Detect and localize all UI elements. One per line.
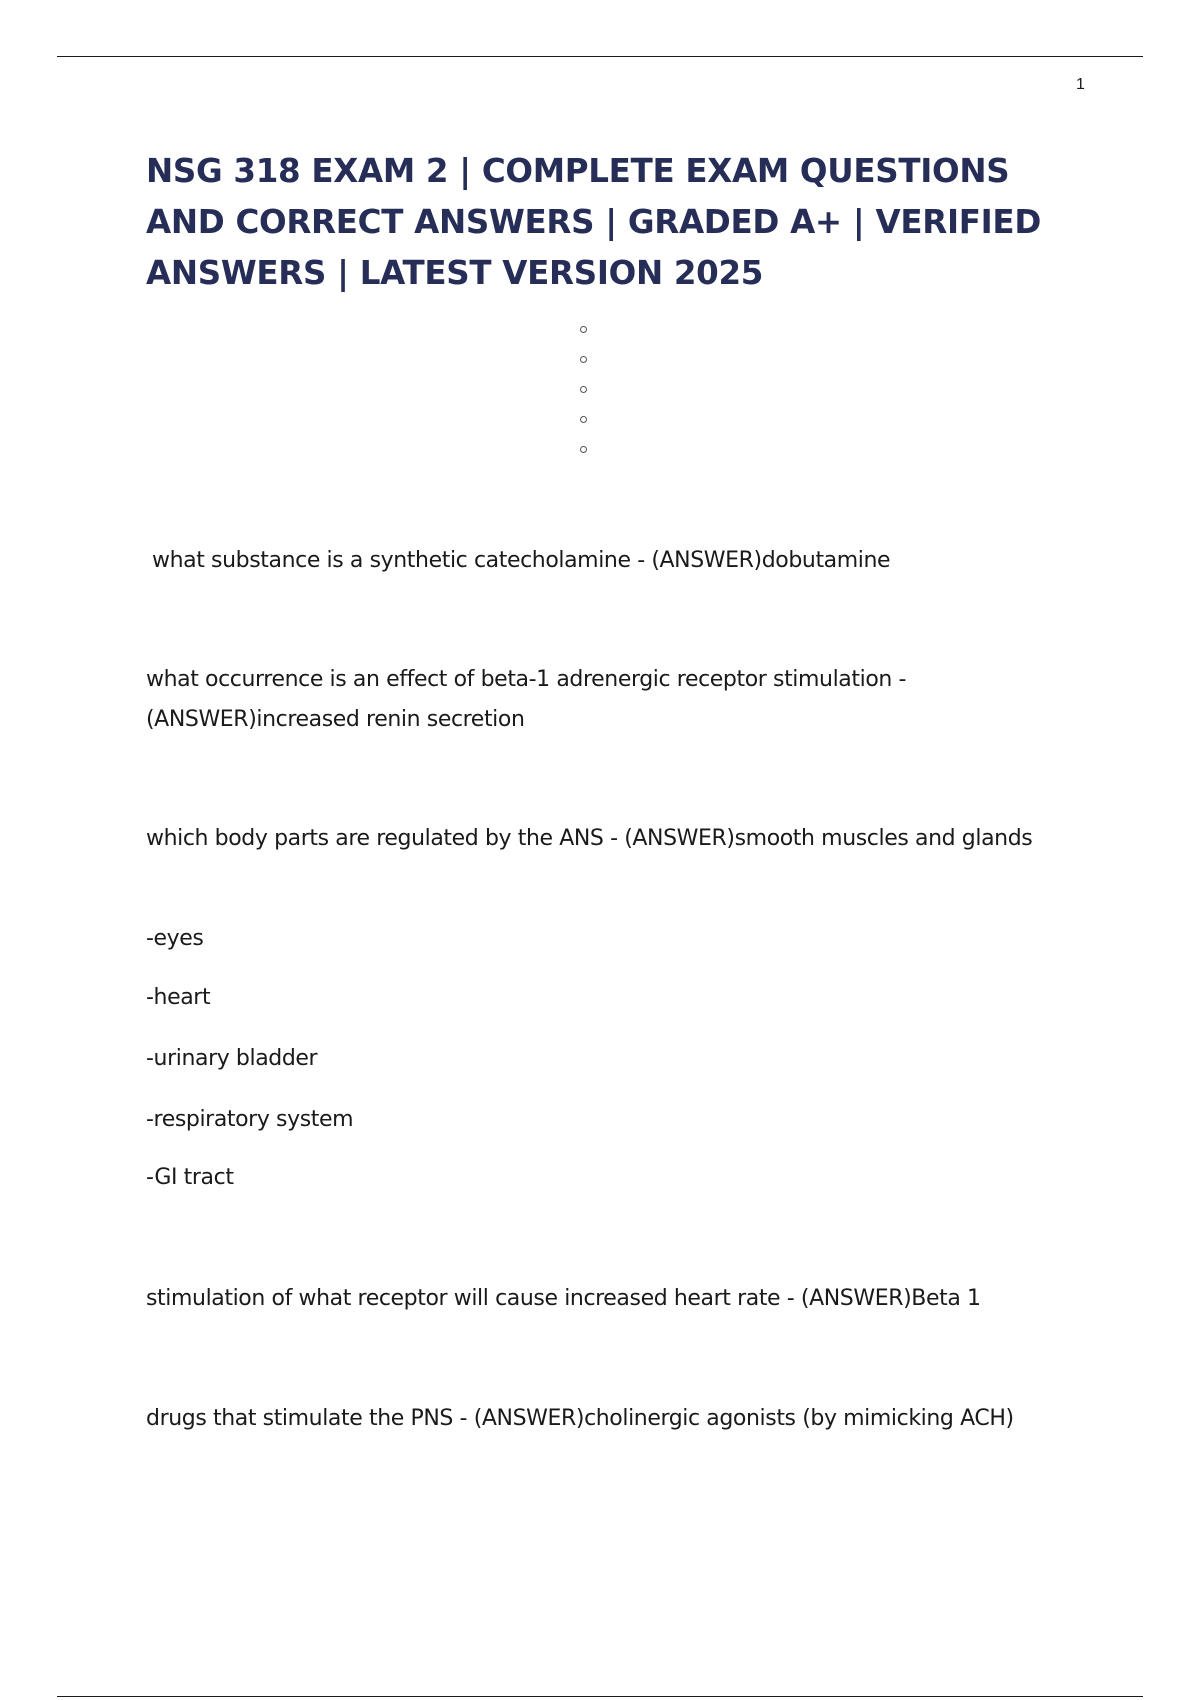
question-text: stimulation of what receptor will cause increased heart rate -: [146, 1286, 795, 1311]
qa-entry: [152, 541, 1092, 581]
qa-entry: [146, 1279, 1086, 1319]
qa-entry: [146, 660, 1086, 740]
question-text: which body parts are regulated by the ANS -: [146, 826, 618, 851]
answer-text: (ANSWER)increased renin secretion: [146, 707, 525, 732]
qa-entry: [146, 819, 1086, 859]
qa-entry: [146, 1399, 1086, 1439]
footer-rule: [57, 1696, 1143, 1697]
list-item: -urinary bladder: [146, 1046, 318, 1071]
question-text: drugs that stimulate the PNS -: [146, 1406, 468, 1431]
document-title: NSG 318 EXAM 2 | COMPLETE EXAM QUESTIONS AND CORRECT ANSWERS | GRADED A+ | VERIFIED ANSWERS | LATEST VERSION 2025: [146, 152, 1042, 292]
list-item: -heart: [146, 985, 211, 1010]
hollow-bullet-icon: [580, 356, 587, 363]
list-item: -respiratory system: [146, 1107, 354, 1132]
header-rule: [57, 56, 1143, 57]
hollow-bullet-icon: [580, 386, 587, 393]
answer-text: (ANSWER)smooth muscles and glands: [624, 826, 1033, 851]
page-number: 1: [1076, 76, 1085, 93]
hollow-bullet-icon: [580, 416, 587, 423]
question-text: what substance is a synthetic catecholamine -: [152, 548, 645, 573]
hollow-bullet-icon: [580, 446, 587, 453]
list-item: -GI tract: [146, 1165, 234, 1190]
question-text: what occurrence is an effect of beta-1 adrenergic receptor stimulation -: [146, 667, 907, 692]
hollow-bullet-icon: [580, 326, 587, 333]
list-item: -eyes: [146, 926, 204, 951]
answer-text: (ANSWER)dobutamine: [651, 548, 891, 573]
answer-text: (ANSWER)cholinergic agonists (by mimicking ACH): [473, 1406, 1014, 1431]
answer-text: (ANSWER)Beta 1: [800, 1286, 981, 1311]
empty-bullet-list: [580, 326, 594, 476]
